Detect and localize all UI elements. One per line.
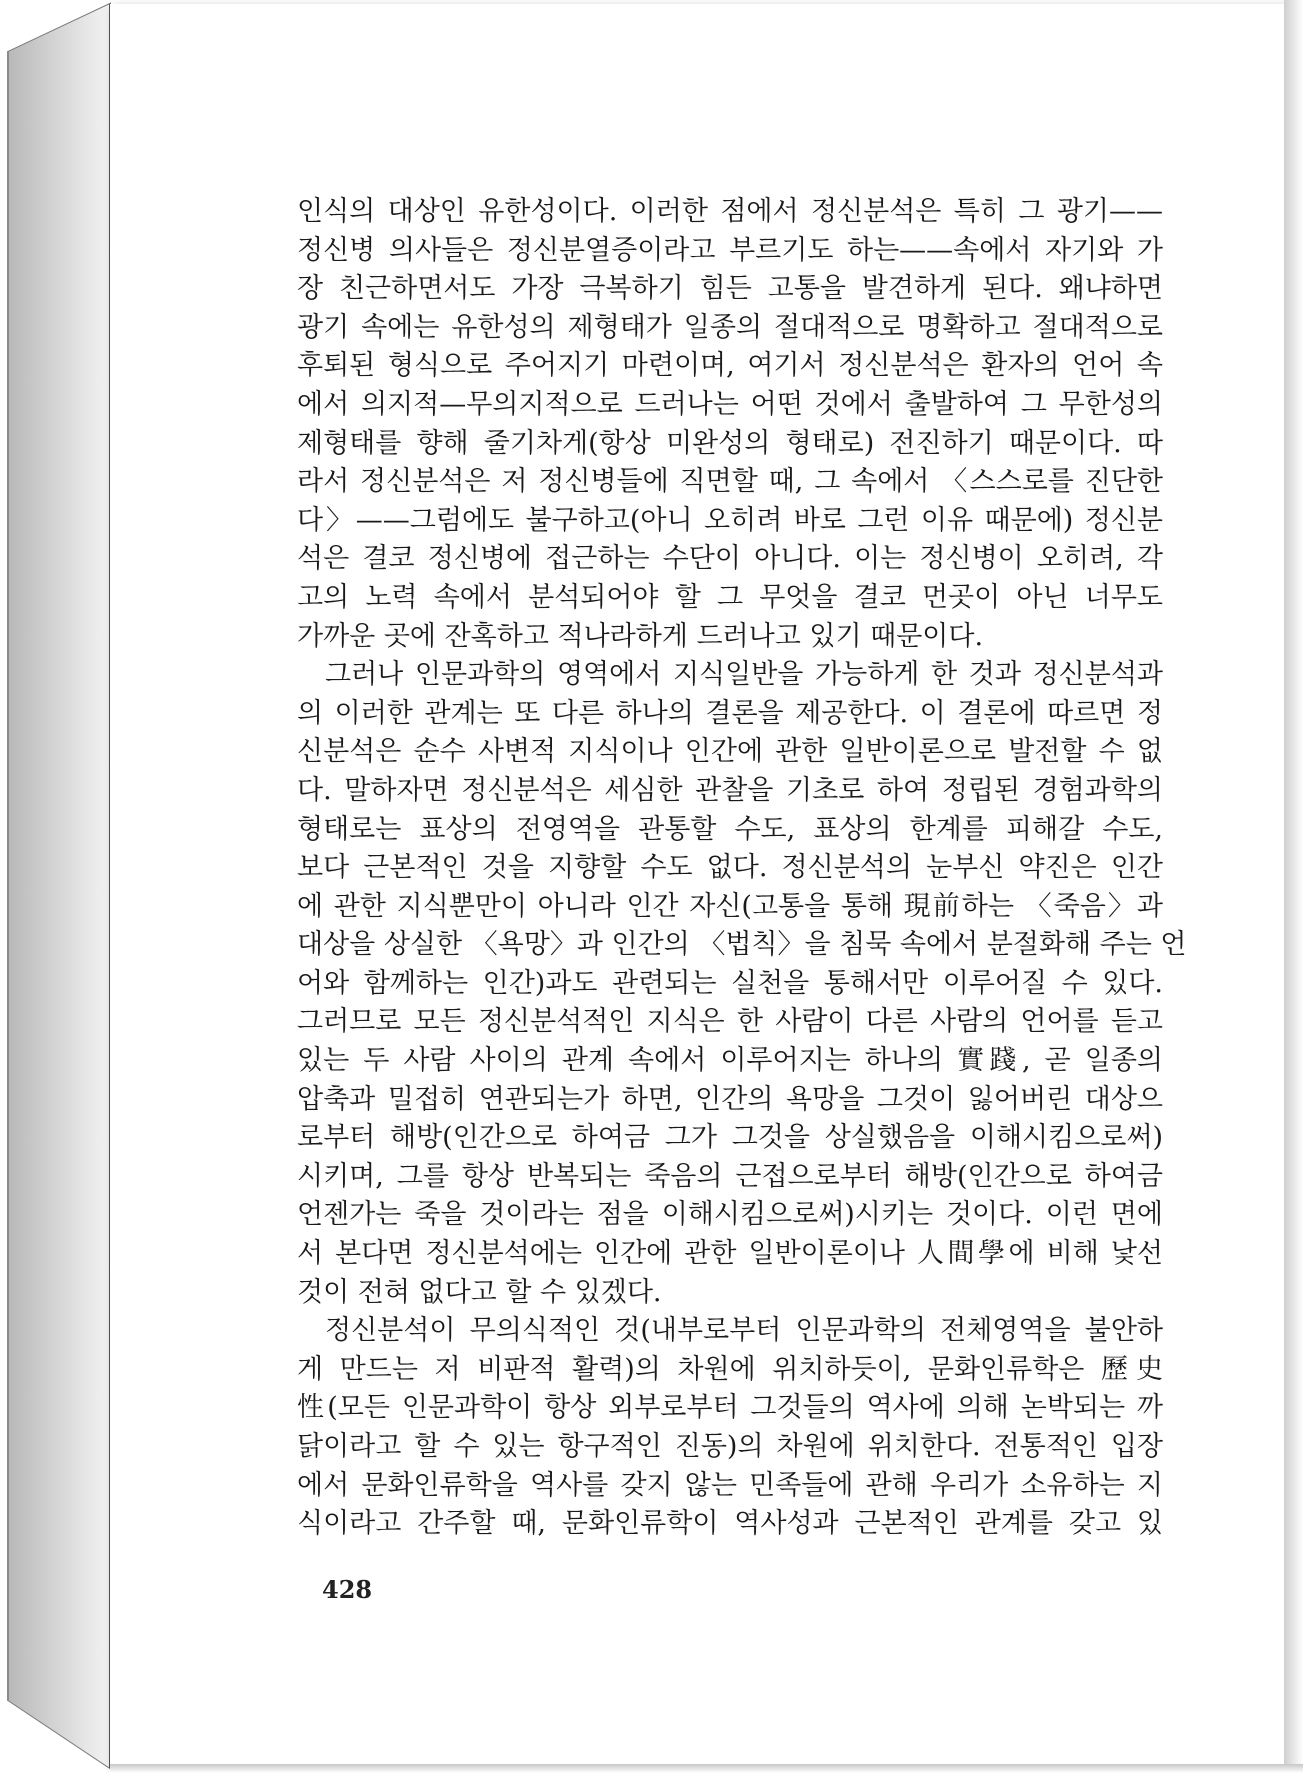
text-line: 라서 정신분석은 저 정신병들에 직면할 때, 그 속에서 〈스스로를 진단한 bbox=[297, 466, 1163, 498]
text-line: 性(모든 인문과학이 항상 외부로부터 그것들의 역사에 의해 논박되는 까 bbox=[297, 1392, 1163, 1424]
text-line: 광기 속에는 유한성의 제형태가 일종의 절대적으로 명확하고 절대적으로 bbox=[297, 311, 1163, 343]
text-line: 에 관한 지식뿐만이 아니라 인간 자신(고통을 통해 現前하는 〈죽음〉과 bbox=[297, 890, 1163, 922]
text-line: 서 본다면 정신분석에는 인간에 관한 일반이론이나 人間學에 비해 낯선 bbox=[297, 1238, 1163, 1270]
body-text bbox=[297, 193, 1187, 1544]
text-line: 그러나 인문과학의 영역에서 지식일반을 가능하게 한 것과 정신분석과 bbox=[325, 659, 1163, 691]
text-line: 다. 말하자면 정신분석은 세심한 관찰을 기초로 하여 정립된 경험과학의 bbox=[297, 774, 1163, 806]
page-bottom-shadow bbox=[110, 1764, 1303, 1773]
text-line: 압축과 밀접히 연관되는가 하면, 인간의 욕망을 그것이 잃어버린 대상으 bbox=[297, 1083, 1163, 1115]
text-line: 대상을 상실한 〈욕망〉과 인간의 〈법칙〉을 침묵 속에서 분절화해 주는 언 bbox=[297, 929, 1187, 961]
text-line: 정신분석이 무의식적인 것(내부로부터 인문과학의 전체영역을 불안하 bbox=[325, 1315, 1163, 1347]
text-line: 그러므로 모든 정신분석적인 지식은 한 사람이 다른 사람의 언어를 듣고 bbox=[297, 1006, 1163, 1038]
text-line: 시키며, 그를 항상 반복되는 죽음의 근접으로부터 해방(인간으로 하여금 bbox=[297, 1160, 1163, 1192]
text-line: 인식의 대상인 유한성이다. 이러한 점에서 정신분석은 특히 그 광기—— bbox=[297, 196, 1163, 227]
text-line: 의 이러한 관계는 또 다른 하나의 결론을 제공한다. 이 결론에 따르면 정 bbox=[297, 697, 1163, 729]
text-line: 에서 문화인류학을 역사를 갖지 않는 민족들에 관해 우리가 소유하는 지 bbox=[297, 1469, 1163, 1501]
page-number: 428 bbox=[322, 1575, 373, 1604]
text-line: 고의 노력 속에서 분석되어야 할 그 무엇을 결코 먼곳이 아닌 너무도 bbox=[297, 581, 1163, 613]
text-line: 석은 결코 정신병에 접근하는 수단이 아니다. 이는 정신병이 오히려, 각 bbox=[297, 543, 1163, 575]
text-line: 어와 함께하는 인간)과도 관련되는 실천을 통해서만 이루어질 수 있다. bbox=[297, 967, 1163, 999]
text-line: 후퇴된 형식으로 주어지기 마련이며, 여기서 정신분석은 환자의 언어 속 bbox=[297, 350, 1163, 382]
text-line: 언젠가는 죽을 것이라는 점을 이해시킴으로써)시키는 것이다. 이런 면에 bbox=[297, 1199, 1163, 1231]
text-line: 형태로는 표상의 전영역을 관통할 수도, 표상의 한계를 피해갈 수도, bbox=[297, 813, 1163, 845]
text-line: 장 친근하면서도 가장 극복하기 힘든 고통을 발견하게 된다. 왜냐하면 bbox=[297, 273, 1163, 305]
text-line: 에서 의지적—무의지적으로 드러나는 어떤 것에서 출발하여 그 무한성의 bbox=[297, 388, 1163, 420]
page-right-shadow bbox=[1284, 0, 1303, 1773]
text-line: 정신병 의사들은 정신분열증이라고 부르기도 하는——속에서 자기와 가 bbox=[297, 234, 1163, 266]
text-line: 가까운 곳에 잔혹하고 적나라하게 드러나고 있기 때문이다. bbox=[297, 620, 984, 652]
text-line: 로부터 해방(인간으로 하여금 그가 그것을 상실했음을 이해시킴으로써) bbox=[297, 1122, 1163, 1154]
text-line: 식이라고 간주할 때, 문화인류학이 역사성과 근본적인 관계를 갖고 있 bbox=[297, 1508, 1163, 1540]
text-line: 게 만드는 저 비판적 활력)의 차원에 위치하듯이, 문화인류학은 歷史 bbox=[297, 1353, 1163, 1385]
text-line: 제형태를 향해 줄기차게(항상 미완성의 형태로) 전진하기 때문이다. 따 bbox=[297, 427, 1163, 459]
text-line: 있는 두 사람 사이의 관계 속에서 이루어지는 하나의 實踐, 곧 일종의 bbox=[297, 1045, 1163, 1077]
text-line: 다〉——그럼에도 불구하고(아니 오히려 바로 그런 이유 때문에) 정신분 bbox=[297, 504, 1163, 536]
text-line: 것이 전혀 없다고 할 수 있겠다. bbox=[297, 1276, 662, 1308]
text-line: 보다 근본적인 것을 지향할 수도 없다. 정신분석의 눈부신 약진은 인간 bbox=[297, 852, 1163, 884]
text-line: 닭이라고 할 수 있는 항구적인 진동)의 차원에 위치한다. 전통적인 입장 bbox=[297, 1431, 1163, 1462]
text-line: 신분석은 순수 사변적 지식이나 인간에 관한 일반이론으로 발전할 수 없 bbox=[297, 736, 1163, 768]
